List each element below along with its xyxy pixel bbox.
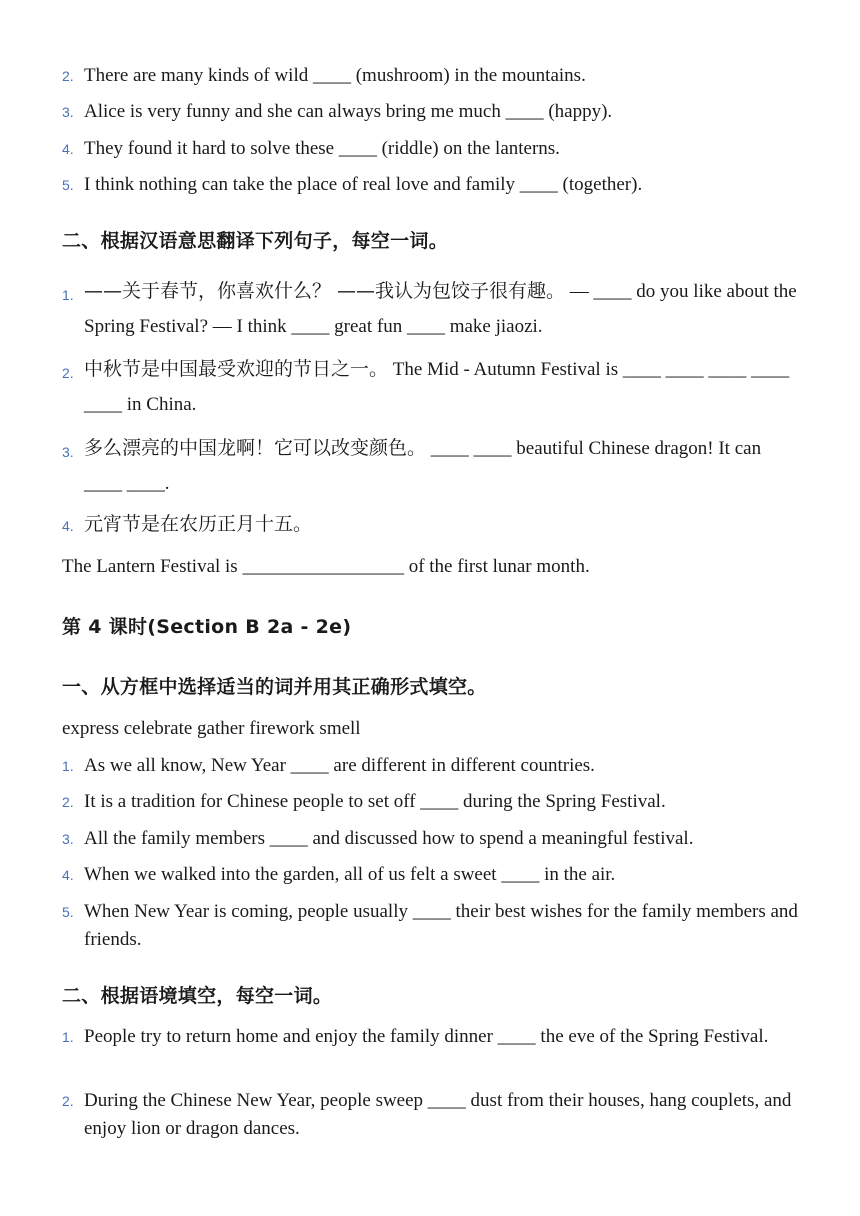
list-item xyxy=(62,861,802,889)
list-item xyxy=(62,135,802,163)
chinese-prompt: 多么漂亮的中国龙啊！它可以改变颜色。 xyxy=(84,437,427,459)
list-item xyxy=(62,274,802,344)
item-number: 2. xyxy=(62,365,74,381)
list-item xyxy=(62,62,802,90)
chinese-prompt: 中秋节是中国最受欢迎的节日之一。 xyxy=(84,358,389,380)
item-text: I think nothing can take the place of real love and family ____ (together). xyxy=(84,174,643,195)
list-item xyxy=(62,825,802,853)
item-number: 5. xyxy=(62,177,74,193)
list-item xyxy=(62,431,802,501)
item-text: It is a tradition for Chinese people to set off ____ during the Spring Festival. xyxy=(84,791,666,812)
item-number: 3. xyxy=(62,831,74,847)
item-number: 3. xyxy=(62,444,74,460)
lantern-sentence: The Lantern Festival is _________________ of the first lunar month. xyxy=(62,556,590,577)
item-text: As we all know, New Year ____ are different in different countries. xyxy=(84,755,595,776)
item-text: All the family members ____ and discussed how to spend a meaningful festival. xyxy=(84,828,694,849)
list-item xyxy=(62,752,802,780)
list-item xyxy=(62,171,802,199)
chinese-prompt: ——关于春节，你喜欢什么？ ——我认为包饺子很有趣。 xyxy=(84,280,566,302)
english-sentence: ____ ____ beautiful Chinese dragon! It can ____ ____. xyxy=(84,438,762,494)
item-text: People try to return home and enjoy the family dinner ____ the eve of the Spring Festival. xyxy=(84,1026,769,1047)
item-number: 1. xyxy=(62,1029,74,1045)
list-item xyxy=(62,352,802,422)
item-number: 2. xyxy=(62,68,74,84)
item-number: 2. xyxy=(62,1093,74,1109)
lesson-title: 第 4 课时(Section B 2a - 2e) xyxy=(62,616,352,638)
section-heading: 二、根据汉语意思翻译下列句子，每空一词。 xyxy=(62,230,449,252)
list-item xyxy=(62,1023,802,1051)
item-number: 4. xyxy=(62,518,74,534)
item-text: When we walked into the garden, all of us felt a sweet ____ in the air. xyxy=(84,864,616,885)
section-heading: 二、根据语境填空，每空一词。 xyxy=(62,985,333,1007)
english-sentence: — ____ do you like about the Spring Festival? — I think ____ great fun ____ make jiaozi. xyxy=(84,281,797,337)
english-sentence: The Mid - Autumn Festival is ____ ____ ____ ____ ____ in China. xyxy=(84,359,790,415)
item-number: 4. xyxy=(62,867,74,883)
item-number: 2. xyxy=(62,794,74,810)
item-text: There are many kinds of wild ____ (mushroom) in the mountains. xyxy=(84,65,586,86)
list-item xyxy=(62,898,802,954)
item-number: 4. xyxy=(62,141,74,157)
item-number: 1. xyxy=(62,287,74,303)
chinese-prompt: 元宵节是在农历正月十五。 xyxy=(84,513,313,535)
list-item xyxy=(62,509,802,540)
word-box: express celebrate gather firework smell xyxy=(62,718,361,739)
section-heading: 一、从方框中选择适当的词并用其正确形式填空。 xyxy=(62,676,487,698)
item-text: They found it hard to solve these ____ (riddle) on the lanterns. xyxy=(84,138,560,159)
list-item xyxy=(62,1087,802,1143)
item-text: When New Year is coming, people usually ____ their best wishes for the family members and friends. xyxy=(84,901,798,950)
list-item xyxy=(62,788,802,816)
item-number: 5. xyxy=(62,904,74,920)
item-number: 3. xyxy=(62,104,74,120)
item-text: During the Chinese New Year, people sweep ____ dust from their houses, hang couplets, and enjoy lion or dragon dances. xyxy=(84,1090,792,1139)
item-number: 1. xyxy=(62,758,74,774)
item-text: Alice is very funny and she can always bring me much ____ (happy). xyxy=(84,101,613,122)
list-item xyxy=(62,98,802,126)
